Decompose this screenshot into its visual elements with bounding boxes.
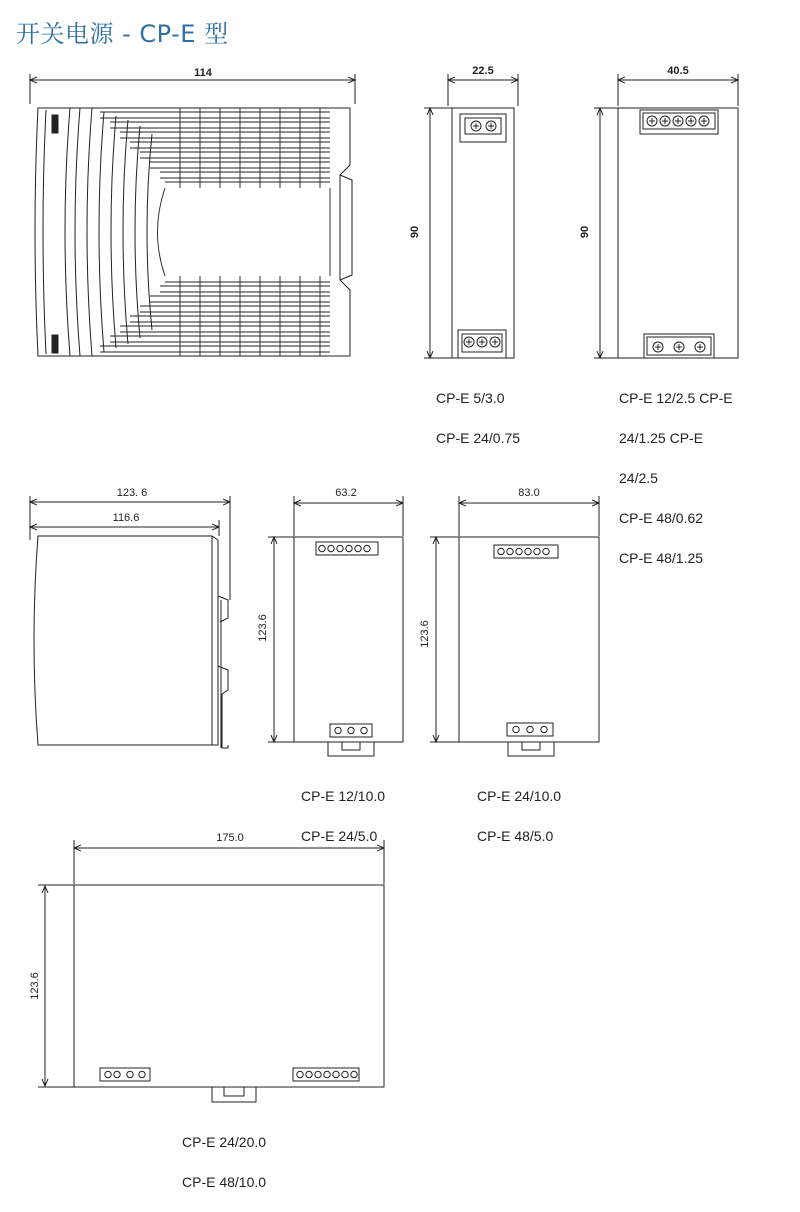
models-63-2 (301, 766, 385, 866)
front-view-83-0 (430, 496, 599, 756)
model-label: CP-E 24/5.0 (301, 828, 378, 844)
dim-height-123-6-c: 123.6 (29, 972, 41, 1000)
models-22-5 (436, 368, 520, 468)
model-label: CP-E 12/2.5 CP-E (619, 390, 733, 406)
dim-width-114: 114 (194, 67, 212, 79)
side-view-small (30, 74, 355, 356)
models-83-0 (477, 766, 561, 866)
front-view-63-2 (268, 496, 403, 756)
model-label: CP-E 48/5.0 (477, 828, 554, 844)
models-175-0 (182, 1112, 266, 1212)
dim-height-90-a: 90 (409, 225, 421, 239)
dim-width-123-6: 123. 6 (116, 487, 148, 499)
model-label: CP-E 48/10.0 (182, 1174, 267, 1190)
dim-width-83-0: 83.0 (518, 487, 540, 499)
front-view-22-5 (424, 74, 518, 358)
model-label: CP-E 24/10.0 (477, 788, 562, 804)
model-label: CP-E 24/20.0 (182, 1134, 267, 1150)
dim-width-40-5: 40.5 (667, 65, 689, 77)
side-view-large (30, 496, 230, 748)
model-label: CP-E 12/10.0 (301, 788, 386, 804)
dim-height-123-6-b: 123.6 (419, 620, 431, 648)
model-label: CP-E 48/0.62 (619, 510, 704, 526)
dim-width-175-0: 175.0 (216, 832, 244, 844)
model-label: CP-E 48/1.25 (619, 550, 704, 566)
dim-width-22-5: 22.5 (472, 65, 494, 77)
dim-width-116-6: 116.6 (112, 512, 140, 524)
dim-height-123-6-a: 123.6 (257, 614, 269, 642)
models-40-5 (619, 368, 733, 588)
model-label: 24/2.5 (619, 470, 658, 486)
dim-height-90-b: 90 (579, 225, 591, 239)
front-view-40-5 (594, 74, 738, 358)
front-view-175-0 (38, 840, 384, 1102)
dim-width-63-2: 63.2 (335, 487, 357, 499)
model-label: CP-E 24/0.75 (436, 430, 521, 446)
page-title: 开关电源 - CP-E 型 (16, 20, 229, 48)
model-label: 24/1.25 CP-E (619, 430, 704, 446)
model-label: CP-E 5/3.0 (436, 390, 505, 406)
